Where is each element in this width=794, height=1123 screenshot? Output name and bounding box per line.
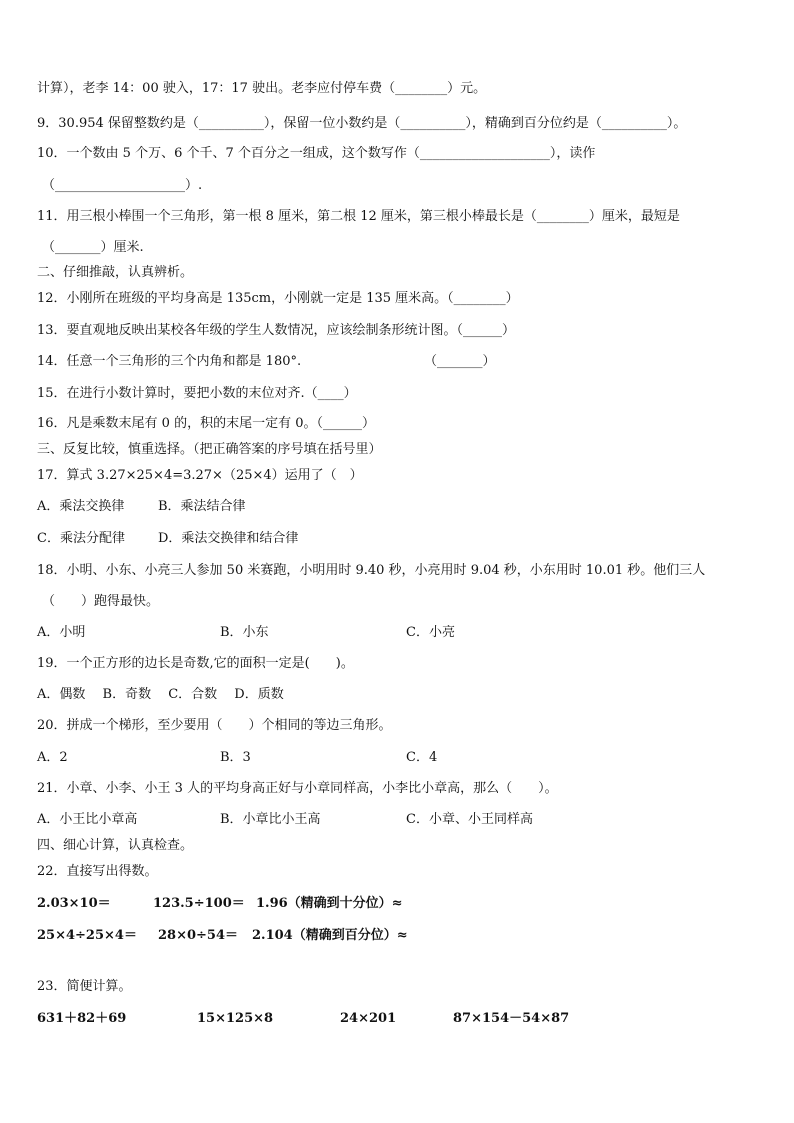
section-heading-2: 二、仔细推敲，认真辨析。 bbox=[37, 265, 194, 280]
question-18-cont: （ ）跑得最快。 bbox=[42, 594, 160, 609]
section-heading-3: 三、反复比较，慎重选择。（把正确答案的序号填在括号里） bbox=[37, 442, 382, 457]
option-c: C．小章、小王同样高 bbox=[406, 812, 533, 827]
option-a: A．乘法交换律 bbox=[37, 499, 125, 514]
calc-item: 25×4÷25×4＝ bbox=[37, 928, 137, 943]
question-18: 18．小明、小东、小亮三人参加 50 米赛跑，小明用时 9.40 秒，小亮用时 9.04 秒，小东用时 10.01 秒。他们三人 bbox=[37, 563, 706, 578]
calc-item: 2.104（精确到百分位）≈ bbox=[252, 928, 408, 943]
option-b: B．3 bbox=[220, 750, 251, 765]
question-21: 21．小章、小李、小王 3 人的平均身高正好与小章同样高，小李比小章高，那么（ ）。 bbox=[37, 781, 558, 796]
option-c: C．乘法分配律 bbox=[37, 531, 125, 546]
question-20: 20．拼成一个梯形，至少要用（ ）个相同的等边三角形。 bbox=[37, 718, 392, 733]
calc-item: 631＋82＋69 bbox=[37, 1011, 127, 1026]
option-b: B．小东 bbox=[220, 625, 269, 640]
question-23: 23．简便计算。 bbox=[37, 979, 132, 994]
calc-item: 1.96（精确到十分位）≈ bbox=[256, 896, 403, 911]
question-14-blank: （_______） bbox=[424, 354, 496, 369]
text-line: 计算），老李 14：00 驶入，17：17 驶出。老李应付停车费（________）元。 bbox=[37, 81, 487, 96]
calc-item: 2.03×10＝ bbox=[37, 896, 111, 911]
question-17: 17．算式 3.27×25×4=3.27×（25×4）运用了（ ） bbox=[37, 468, 363, 483]
option-b: B．乘法结合律 bbox=[158, 499, 246, 514]
question-10: 10．一个数由 5 个万、6 个千、7 个百分之一组成，这个数写作（____________________），读作 bbox=[37, 146, 596, 161]
question-10-cont: （____________________）. bbox=[42, 178, 203, 193]
question-11: 11．用三根小棒围一个三角形，第一根 8 厘米，第二根 12 厘米，第三根小棒最长是（________）厘米，最短是 bbox=[37, 209, 680, 224]
question-14: 14．任意一个三角形的三个内角和都是 180°. bbox=[37, 354, 302, 369]
question-19-options: A．偶数 B．奇数 C．合数 D．质数 bbox=[37, 687, 284, 702]
option-c: C．小亮 bbox=[406, 625, 455, 640]
question-13: 13．要直观地反映出某校各年级的学生人数情况，应该绘制条形统计图。（______） bbox=[37, 323, 516, 338]
question-9: 9．30.954 保留整数约是（__________），保留一位小数约是（__________），精确到百分位约是（__________）。 bbox=[37, 116, 687, 131]
calc-item: 87×154－54×87 bbox=[453, 1011, 570, 1026]
question-12: 12．小刚所在班级的平均身高是 135cm，小刚就一定是 135 厘米高。（________） bbox=[37, 291, 519, 306]
calc-item: 24×201 bbox=[340, 1011, 397, 1026]
option-b: B．小章比小王高 bbox=[220, 812, 321, 827]
question-19: 19．一个正方形的边长是奇数,它的面积一定是( )。 bbox=[37, 656, 354, 671]
option-a: A．小明 bbox=[37, 625, 86, 640]
option-d: D．乘法交换律和结合律 bbox=[158, 531, 299, 546]
question-16: 16．凡是乘数末尾有 0 的，积的末尾一定有 0。（______） bbox=[37, 416, 375, 431]
calc-item: 28×0÷54＝ bbox=[158, 928, 239, 943]
calc-item: 15×125×8 bbox=[197, 1011, 274, 1026]
question-15: 15．在进行小数计算时，要把小数的末位对齐.（____） bbox=[37, 386, 357, 401]
section-heading-4: 四、细心计算，认真检查。 bbox=[37, 838, 194, 853]
calc-item: 123.5÷100＝ bbox=[153, 896, 245, 911]
question-22: 22．直接写出得数。 bbox=[37, 864, 158, 879]
option-a: A．2 bbox=[37, 750, 68, 765]
option-a: A．小王比小章高 bbox=[37, 812, 138, 827]
option-c: C．4 bbox=[406, 750, 438, 765]
question-11-cont: （_______）厘米. bbox=[42, 240, 144, 255]
